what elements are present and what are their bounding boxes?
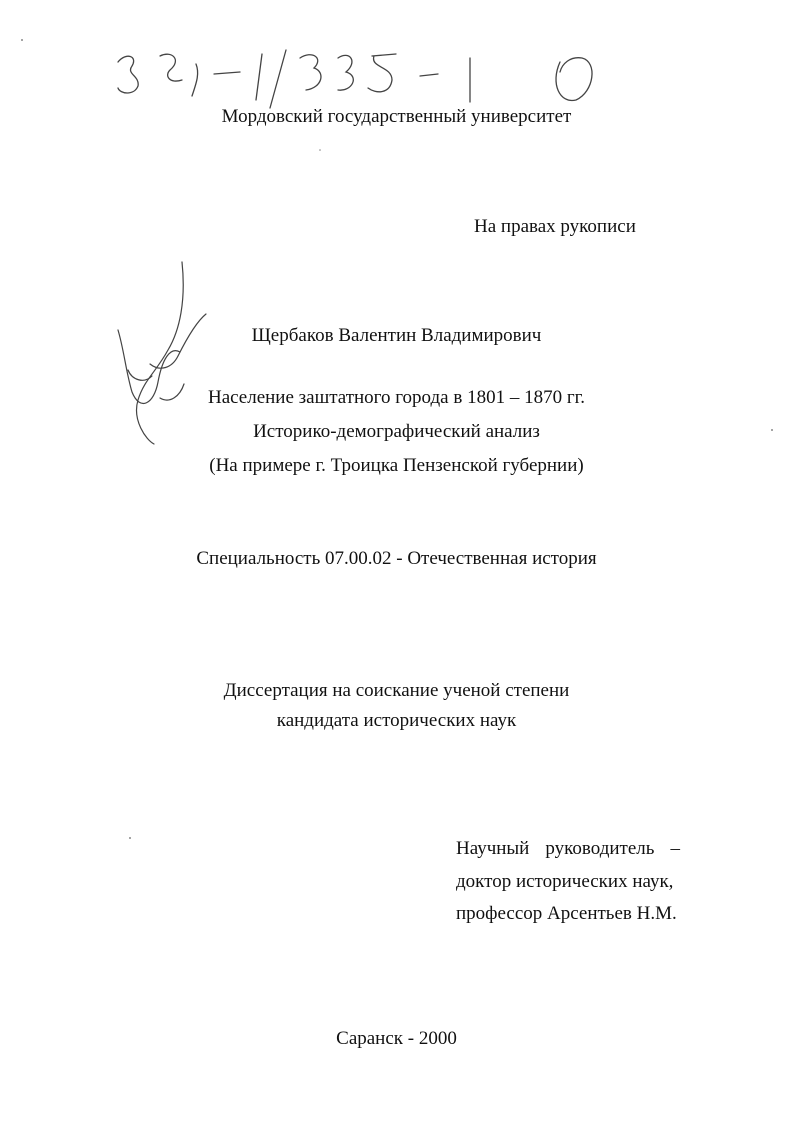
manuscript-rights-note: На правах рукописи bbox=[474, 216, 636, 237]
degree-line-1: Диссертация на соискание ученой степени bbox=[223, 680, 570, 701]
degree-line-2: кандидата исторических наук bbox=[276, 710, 517, 731]
university-name: Мордовский государственный университет bbox=[221, 106, 572, 127]
signature bbox=[118, 262, 206, 444]
supervisor-name: профессор Арсентьев Н.М. bbox=[456, 903, 677, 924]
title-line-3: (На примере г. Троицка Пензенской губернии) bbox=[209, 455, 584, 476]
supervisor-role-dash: – bbox=[670, 838, 680, 859]
supervisor-role bbox=[456, 838, 680, 860]
supervisor-degree: доктор исторических наук, bbox=[456, 871, 674, 892]
title-line-2: Историко-демографический анализ bbox=[253, 421, 540, 442]
place-year: Саранск - 2000 bbox=[336, 1028, 457, 1049]
archive-number-handwriting bbox=[118, 50, 592, 108]
supervisor-role-word1: Научный bbox=[456, 838, 530, 859]
author-name: Щербаков Валентин Владимирович bbox=[251, 325, 542, 346]
supervisor-role-word2: руководитель bbox=[545, 838, 655, 859]
title-line-1: Население заштатного города в 1801 – 1870 гг. bbox=[207, 387, 586, 408]
specialty: Специальность 07.00.02 - Отечественная история bbox=[196, 548, 597, 569]
